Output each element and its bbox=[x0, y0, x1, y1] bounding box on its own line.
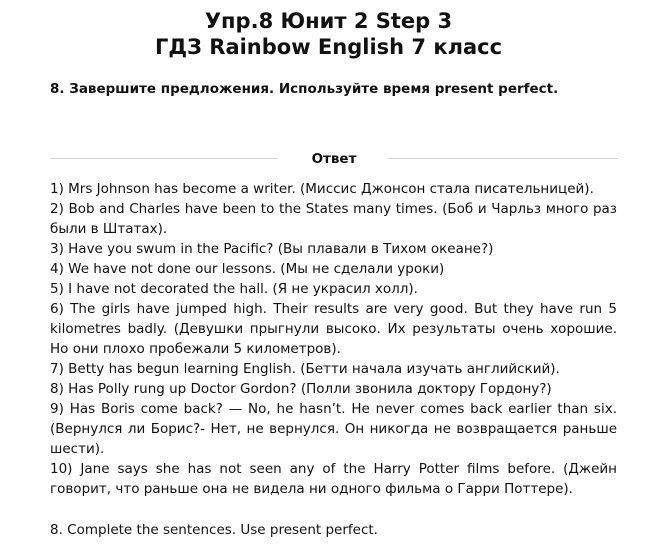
answer-item: 8) Has Polly rung up Doctor Gordon? (Полли звонила доктору Гордону?) bbox=[50, 381, 552, 397]
answer-heading: Ответ bbox=[311, 151, 357, 167]
answer-item: 3) Have you swum in the Pacific? (Вы плавали в Тихом океане?) bbox=[50, 241, 494, 257]
answer-item: 9) Has Boris come back? — No, he hasn’t. He never comes back earlier than six. (Вернулся ли Борис?- Нет, не вернулся. Он никогда не возвращается раньше шести). bbox=[50, 401, 617, 457]
answer-item: 7) Betty has begun learning English. (Бетти начала изучать английский). bbox=[50, 361, 560, 377]
answer-list bbox=[50, 179, 617, 499]
answer-item: 10) Jane says she has not seen any of the Harry Potter films before. (Джейн говорит, что раньше она не видела ни одного фильма о Гарри Поттере). bbox=[50, 461, 617, 497]
answer-item: 4) We have not done our lessons. (Мы не сделали уроки) bbox=[50, 261, 445, 277]
page-title: Упр.8 Юнит 2 Step 3 bbox=[204, 9, 453, 33]
answer-divider bbox=[50, 148, 618, 170]
page-subtitle: ГДЗ Rainbow English 7 класс bbox=[154, 35, 503, 59]
task-instruction: 8. Завершите предложения. Используйте время present perfect. bbox=[50, 81, 559, 97]
answer-item: 2) Bob and Charles have been to the States many times. (Боб и Чарльз много раз были в Штатах). bbox=[50, 201, 617, 237]
answer-item: 5) I have not decorated the hall. (Я не украсил холл). bbox=[50, 281, 418, 297]
divider-line-right bbox=[388, 158, 618, 159]
answer-item: 1) Mrs Johnson has become a writer. (Миссис Джонсон стала писательницей). bbox=[50, 181, 594, 197]
answer-item: 6) The girls have jumped high. Their results are very good. But they have run 5 kilometres badly. (Девушки прыгнули высоко. Их результаты очень хорошие. Но они плохо пробежали 5 километров). bbox=[50, 301, 617, 357]
english-task-instruction: 8. Complete the sentences. Use present perfect. bbox=[50, 522, 378, 538]
